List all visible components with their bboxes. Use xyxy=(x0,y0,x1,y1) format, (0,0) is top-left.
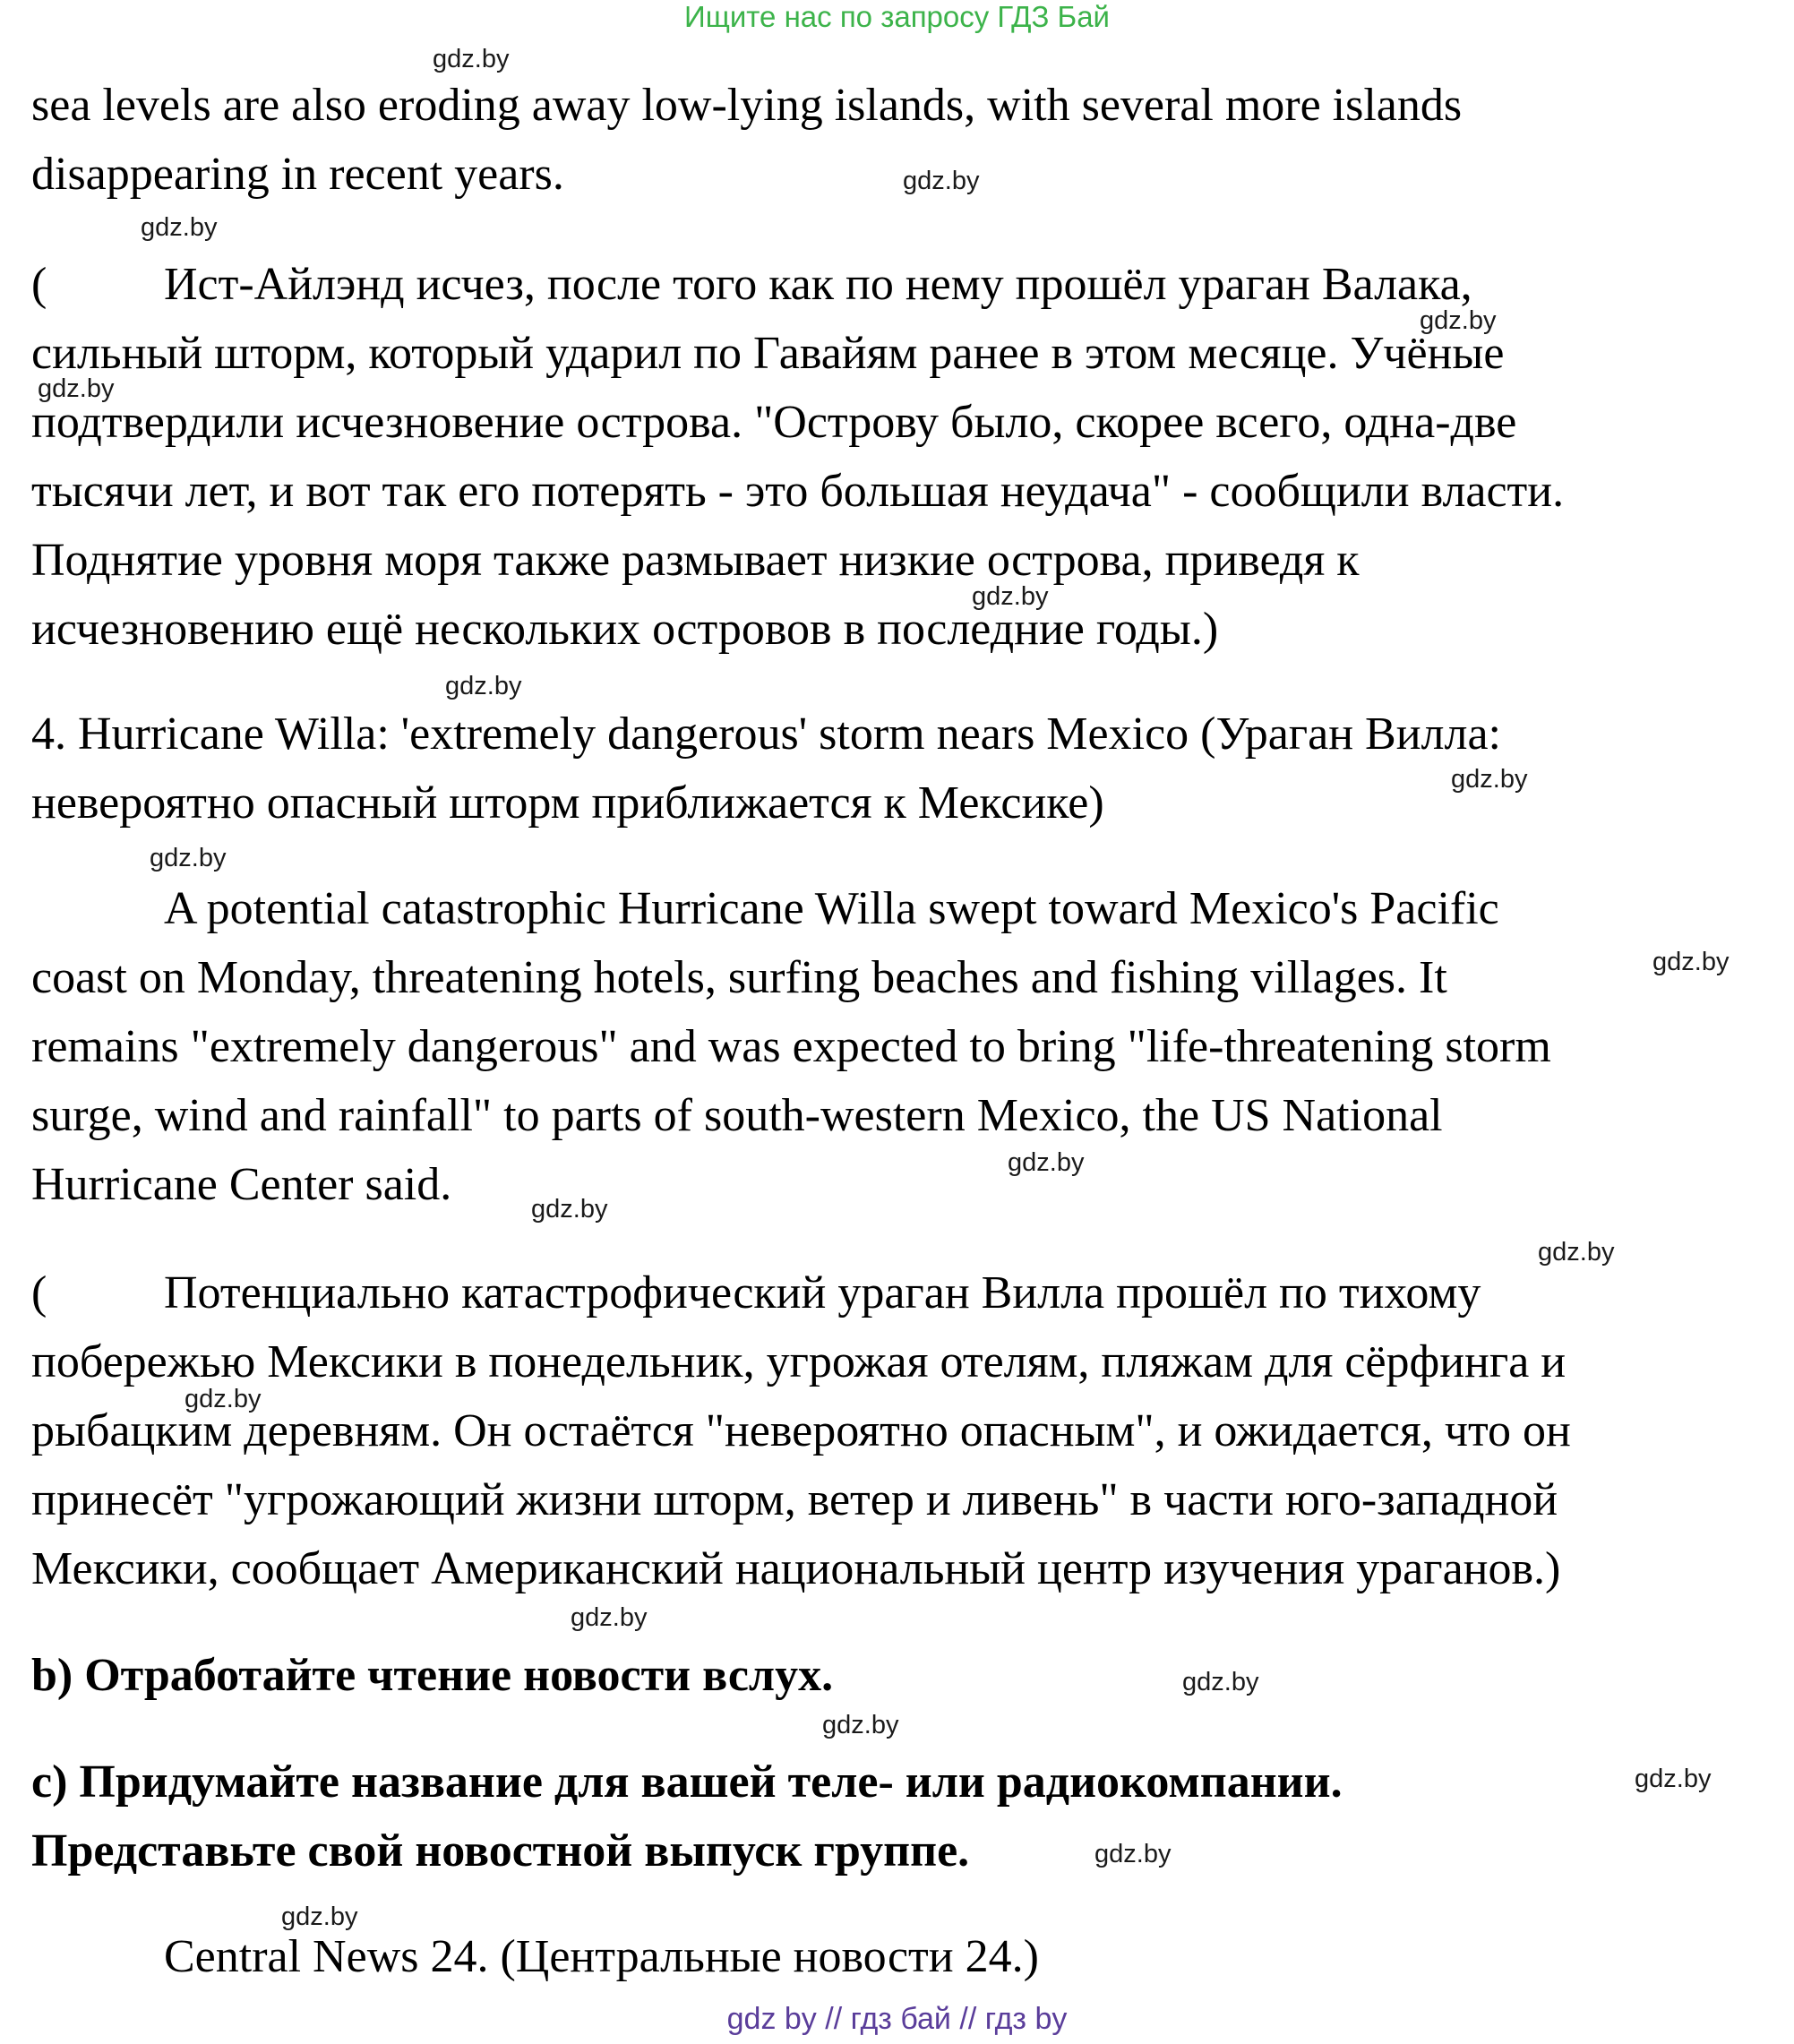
paragraph-1-line-2: disappearing in recent years. xyxy=(31,149,564,200)
translation-1-line-3: подтвердили исчезновение острова. "Острову было, скорее всего, одна-две xyxy=(31,397,1517,448)
translation-4-line-1: Потенциально катастрофический ураган Вилла прошёл по тихому xyxy=(164,1267,1481,1318)
watermark: gdz.by xyxy=(38,374,115,403)
paragraph-4-line-3: remains "extremely dangerous" and was expected to bring "life-threatening storm xyxy=(31,1021,1551,1072)
translation-4-open-paren: ( xyxy=(31,1267,47,1318)
translation-1-line-1: Ист-Айлэнд исчез, после того как по нему прошёл ураган Валака, xyxy=(164,259,1472,310)
watermark: gdz.by xyxy=(972,582,1049,611)
headline-4-line-1: 4. Hurricane Willa: 'extremely dangerous' storm nears Mexico (Ураган Вилла: xyxy=(31,709,1501,760)
watermark: gdz.by xyxy=(1008,1148,1085,1177)
translation-4-line-2: побережью Мексики в понедельник, угрожая отелям, пляжам для сёрфинга и xyxy=(31,1336,1567,1387)
watermark: gdz.by xyxy=(903,167,980,195)
watermark: gdz.by xyxy=(822,1711,899,1739)
paragraph-4-line-4: surge, wind and rainfall" to parts of south-western Mexico, the US National xyxy=(31,1090,1443,1141)
watermark: gdz.by xyxy=(1420,306,1497,335)
translation-4-line-5: Мексики, сообщает Американский национальный центр изучения ураганов.) xyxy=(31,1543,1561,1594)
translation-4-line-3: рыбацким деревням. Он остаётся "невероятно опасным", и ожидается, что он xyxy=(31,1405,1571,1456)
paragraph-4-line-2: coast on Monday, threatening hotels, surfing beaches and fishing villages. It xyxy=(31,952,1447,1003)
translation-1-open-paren: ( xyxy=(31,259,47,310)
paragraph-1-line-1: sea levels are also eroding away low-lying islands, with several more islands xyxy=(31,80,1463,131)
answer-c: Central News 24. (Центральные новости 24.) xyxy=(164,1931,1039,1982)
watermark: gdz.by xyxy=(531,1195,608,1224)
watermark: gdz.by xyxy=(1182,1668,1259,1696)
paragraph-4-line-5: Hurricane Center said. xyxy=(31,1159,452,1210)
watermark: gdz.by xyxy=(445,672,522,700)
watermark: gdz.by xyxy=(185,1385,262,1413)
task-c-line-2: Представьте свой новостной выпуск группе. xyxy=(31,1825,970,1877)
headline-4-line-2: невероятно опасный шторм приближается к Мексике) xyxy=(31,777,1104,829)
translation-1-line-5: Поднятие уровня моря также размывает низкие острова, приведя к xyxy=(31,535,1360,586)
watermark: gdz.by xyxy=(571,1603,648,1632)
task-c-line-1: c) Придумайте название для вашей теле- или радиокомпании. xyxy=(31,1756,1343,1808)
watermark: gdz.by xyxy=(1635,1765,1712,1793)
footer-watermark-links[interactable]: gdz by // гдз бай // гдз by xyxy=(726,2002,1068,2036)
task-b: b) Отработайте чтение новости вслух. xyxy=(31,1650,834,1701)
translation-4-line-4: принесёт "угрожающий жизни шторм, ветер и ливень" в части юго-западной xyxy=(31,1474,1558,1525)
paragraph-4-line-1: A potential catastrophic Hurricane Willa swept toward Mexico's Pacific xyxy=(164,883,1499,934)
watermark: gdz.by xyxy=(150,844,227,872)
search-banner[interactable]: Ищите нас по запросу ГДЗ Бай xyxy=(684,0,1110,33)
watermark: gdz.by xyxy=(1094,1840,1172,1868)
watermark: gdz.by xyxy=(1652,948,1730,976)
watermark: gdz.by xyxy=(1538,1238,1615,1267)
watermark: gdz.by xyxy=(1451,765,1528,794)
translation-1-line-4: тысячи лет, и вот так его потерять - это большая неудача" - сообщили власти. xyxy=(31,466,1565,517)
translation-1-line-6: исчезновению ещё нескольких островов в последние годы.) xyxy=(31,604,1219,655)
watermark: gdz.by xyxy=(141,213,218,242)
watermark: gdz.by xyxy=(281,1902,358,1931)
watermark: gdz.by xyxy=(433,45,510,73)
translation-1-line-2: сильный шторм, который ударил по Гавайям ранее в этом месяце. Учёные xyxy=(31,328,1505,379)
